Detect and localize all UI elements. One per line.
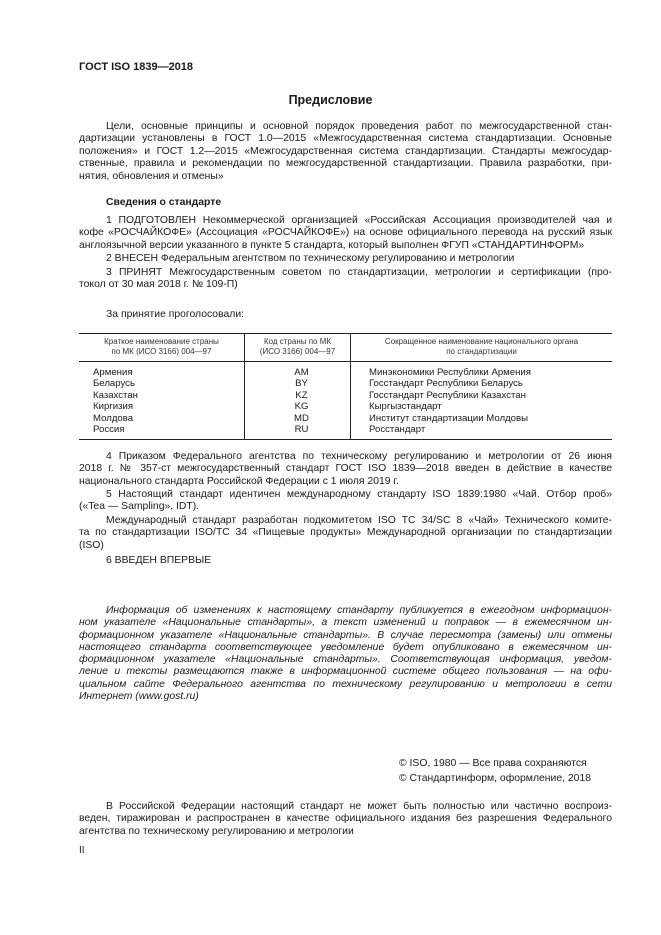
item-6-paragraph bbox=[79, 555, 612, 567]
item-1-paragraph bbox=[79, 215, 612, 252]
document-code: ГОСТ ISO 1839—2018 bbox=[79, 61, 194, 73]
text-line: циальном сайте Федерального агентства по техническому регулированию и метрологии в сети bbox=[79, 678, 612, 690]
reproduction-notice bbox=[79, 801, 612, 838]
header-authority bbox=[351, 337, 612, 357]
table-cell: Беларусь bbox=[93, 378, 135, 390]
table-cell: Институт стандартизации Молдовы bbox=[369, 412, 528, 424]
table-cell: Россия bbox=[93, 424, 125, 436]
table-cell: KG bbox=[294, 401, 309, 413]
text-line: 2018 г. № 357-ст межгосударственный стандарт ГОСТ ISO 1839—2018 введен в действие в качестве bbox=[79, 463, 612, 475]
text-line: агентства по техническому регулированию и метрологии bbox=[79, 825, 354, 837]
text-line: (ISO) bbox=[79, 539, 104, 551]
text-line: национального стандарта Российской Федерации с 1 июля 2019 г. bbox=[79, 475, 399, 487]
text-line: настоящего стандарта соответствующее уведомление будет опубликовано в ежемесячном ин- bbox=[79, 641, 612, 653]
table-cell: RU bbox=[294, 424, 309, 436]
header-line: по МК (ИСО 3166) 004—97 bbox=[111, 347, 212, 356]
text-line: токол от 30 мая 2018 г. № 109-П) bbox=[79, 279, 238, 291]
header-line: (ИСО 3166) 004—97 bbox=[259, 347, 336, 356]
text-line: формационном указателе «Национальные стандарты». В случае пересмотра (замены) или отмены bbox=[79, 629, 612, 641]
header-country bbox=[79, 337, 244, 357]
item-2-paragraph bbox=[79, 253, 612, 265]
table-cell: Госстандарт Республики Казахстан bbox=[369, 389, 526, 401]
page-number: II bbox=[79, 845, 85, 856]
table-cell: Росстандарт bbox=[369, 424, 426, 436]
column-code bbox=[254, 367, 349, 435]
section-heading: Сведения о стандарте bbox=[106, 197, 222, 208]
text-line: англоязычной версии указанного в пункте 5 стандарта, который выполнен ФГУП «СТАНДАРТИНФОРМ» bbox=[79, 239, 585, 251]
text-line: формационном указателе «Национальные стандарты». Соответствующая информация, уведом- bbox=[79, 654, 612, 666]
item-5-paragraph bbox=[79, 489, 612, 514]
text-line: веден, тиражирован и распространен в качестве официального издания без разрешения Федерального bbox=[79, 813, 612, 825]
table-cell: BY bbox=[295, 378, 308, 390]
header-line: по стандартизации bbox=[446, 347, 517, 356]
copyright-standartinform: © Стандартинформ, оформление, 2018 bbox=[399, 773, 592, 784]
text-line: Интернет (www.gost.ru) bbox=[79, 691, 199, 703]
intro-paragraph bbox=[79, 121, 612, 183]
text-line: («Tea — Sampling», IDT). bbox=[79, 501, 200, 513]
item-3-paragraph bbox=[79, 267, 612, 292]
table-cell: Казахстан bbox=[93, 389, 138, 401]
international-standard-paragraph bbox=[79, 515, 612, 552]
table-cell: Минэкономики Республики Армения bbox=[369, 367, 531, 378]
text-line: положения» и ГОСТ 1.2—2015 «Межгосударственная система стандартизации. Стандарты межгосудар- bbox=[79, 145, 612, 157]
table-cell: MD bbox=[294, 412, 309, 424]
text-line: 5 Настоящий стандарт идентичен международному стандарту ISO 1839:1980 «Чай. Отбор проб» bbox=[106, 489, 612, 500]
header-line: Сокращенное наименование национального органа bbox=[384, 337, 579, 346]
text-line: кофе «РОСЧАЙКОФЕ» (Ассоциация «РОСЧАЙКОФЕ») на основе официального перевода на русский язык bbox=[79, 227, 612, 239]
table-cell: Молдова bbox=[93, 412, 134, 424]
text-line: ном указателе «Национальные стандарты», а текст изменений и поправок — в ежемесячном ин- bbox=[79, 617, 612, 629]
column-authority bbox=[369, 367, 531, 435]
table-cell: Госстандарт Республики Беларусь bbox=[369, 378, 523, 390]
voted-label bbox=[79, 309, 612, 321]
text-line: 4 Приказом Федерального агентства по техническому регулированию и метрологии от 26 июня bbox=[106, 451, 612, 462]
table-cell: Армения bbox=[93, 367, 133, 378]
voting-table bbox=[79, 333, 612, 440]
header-code bbox=[245, 337, 350, 357]
page-title: Предисловие bbox=[288, 93, 373, 107]
header-line: Код страны по МК bbox=[263, 337, 332, 346]
text-line: ление и тексты размещаются также в информационной системе общего пользования — на офи- bbox=[79, 666, 612, 678]
text-line: Информация об изменениях к настоящему стандарту публикуется в ежегодном информацион- bbox=[106, 605, 612, 616]
text-line: Цели, основные принципы и основной порядок проведения работ по межгосударственной стан- bbox=[106, 121, 612, 132]
text-line: В Российской Федерации настоящий стандарт не может быть полностью или частично воспроиз- bbox=[106, 801, 612, 812]
text-line: Международный стандарт разработан подкомитетом ISO TC 34/SC 8 «Чай» Технического комите- bbox=[106, 515, 612, 526]
text-line: та по стандартизации ISO/TC 34 «Пищевые продукты» Международной организации по стандартизации bbox=[79, 527, 612, 539]
text-line: 1 ПОДГОТОВЛЕН Некоммерческой организацией «Российская Ассоциация производителей чая и bbox=[106, 215, 612, 226]
text-line: 3 ПРИНЯТ Межгосударственным советом по стандартизации, метрологии и сертификации (про- bbox=[106, 267, 612, 278]
header-line: Краткое наименование страны bbox=[104, 337, 219, 346]
table-cell: AM bbox=[294, 367, 309, 378]
text-line: дартизации установлены в ГОСТ 1.0—2015 «Межгосударственная система стандартизации. Основные bbox=[79, 133, 612, 145]
text-line: нятия, обновления и отмены» bbox=[79, 170, 224, 182]
column-country bbox=[93, 367, 138, 435]
table-cell: Кыргызстандарт bbox=[369, 401, 442, 413]
text-line: За принятие проголосовали: bbox=[106, 309, 245, 320]
text-line: 6 ВВЕДЕН ВПЕРВЫЕ bbox=[106, 555, 212, 566]
changes-notice bbox=[79, 605, 612, 703]
text-line: 2 ВНЕСЕН Федеральным агентством по техническому регулированию и метрологии bbox=[106, 253, 515, 264]
copyright-iso: © ISO, 1980 — Все права сохраняются bbox=[399, 758, 587, 769]
table-cell: KZ bbox=[295, 389, 308, 401]
text-line: ственные, правила и рекомендации по межгосударственной стандартизации. Правила разработки, при- bbox=[79, 158, 612, 170]
table-cell: Киргизия bbox=[93, 401, 134, 413]
item-4-paragraph bbox=[79, 451, 612, 488]
